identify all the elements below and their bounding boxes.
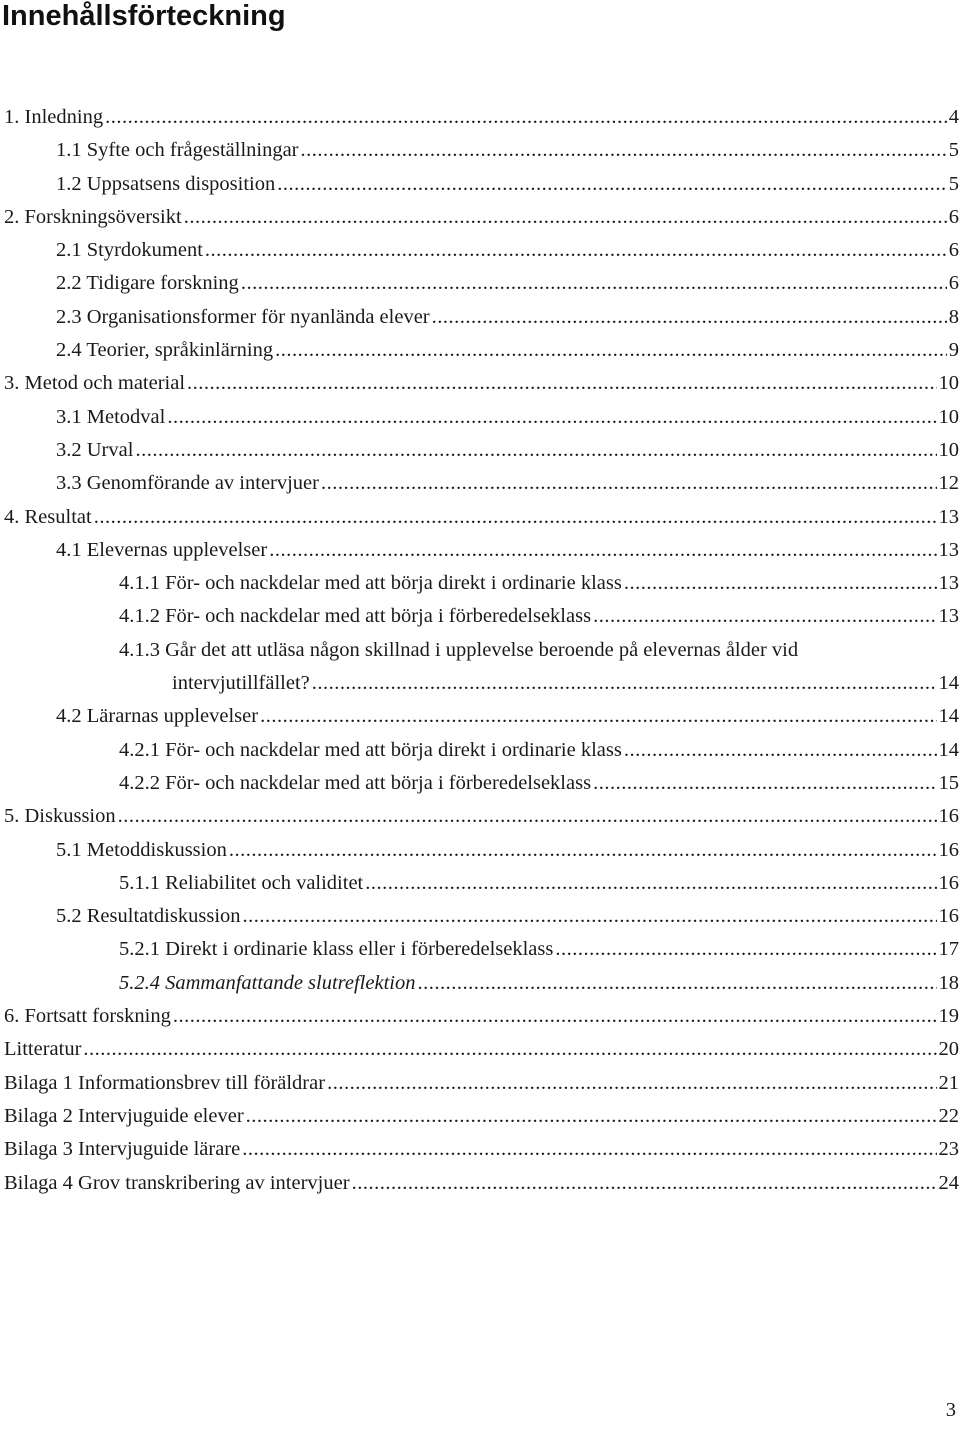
dot-leader — [593, 600, 936, 633]
dot-leader — [417, 967, 936, 1000]
toc-entry-page: 10 — [938, 372, 959, 395]
toc-entry-label: 3.2 Urval — [56, 438, 134, 461]
page-number: 3 — [945, 1399, 956, 1421]
toc-entry-label: 3. Metod och material — [4, 372, 186, 395]
page-title: Innehållsförteckning — [2, 0, 286, 32]
toc-entry-label: Bilaga 3 Intervjuguide lärare — [4, 1138, 241, 1161]
toc-entry-label: 1.2 Uppsatsens disposition — [56, 172, 276, 195]
toc-entry-genomforande[interactable] — [4, 467, 959, 500]
toc-entry-bilaga-4[interactable] — [4, 1167, 959, 1200]
toc-entry-4-2-2[interactable] — [4, 767, 959, 800]
toc-entry-page: 5 — [948, 139, 959, 162]
dot-leader — [321, 467, 937, 500]
toc-entry-elevernas-upplevelser[interactable] — [4, 534, 959, 567]
dot-leader — [312, 667, 937, 700]
toc-entry-label: 5.1.1 Reliabilitet och validitet — [119, 871, 364, 894]
toc-entry-page: 5 — [948, 172, 959, 195]
toc-entry-label-continued: intervjutillfället? — [172, 672, 310, 695]
toc-entry-disposition[interactable] — [4, 168, 959, 201]
toc-entry-label: 2.4 Teorier, språkinlärning — [56, 339, 274, 362]
toc-entry-fortsatt-forskning[interactable] — [4, 1000, 959, 1033]
toc-entry-page: 6 — [948, 205, 959, 228]
toc-entry-5-2-4[interactable] — [4, 967, 959, 1000]
dot-leader — [184, 201, 947, 234]
dot-leader — [83, 1033, 936, 1066]
toc-entry-label: 1.1 Syfte och frågeställningar — [56, 139, 299, 162]
toc-entry-label: 4.1 Elevernas upplevelser — [56, 538, 268, 561]
toc-entry-bilaga-2[interactable] — [4, 1100, 959, 1133]
dot-leader — [624, 734, 937, 767]
dot-leader — [243, 900, 937, 933]
toc-entry-page: 13 — [938, 572, 959, 595]
toc-entry-label: 1. Inledning — [4, 106, 104, 128]
dot-leader — [118, 800, 937, 833]
dot-leader — [246, 1100, 937, 1133]
toc-entry-page: 10 — [938, 405, 959, 428]
toc-entry-organisationsformer[interactable] — [4, 301, 959, 334]
toc-entry-page: 24 — [938, 1171, 959, 1194]
toc-entry-label: 5.2.4 Sammanfattande slutreflektion — [119, 971, 416, 994]
toc-entry-resultatdiskussion[interactable] — [4, 900, 959, 933]
dot-leader — [269, 534, 936, 567]
toc-entry-metod[interactable] — [4, 367, 959, 400]
toc-entry-page: 16 — [938, 805, 959, 828]
dot-leader — [275, 334, 947, 367]
toc-entry-page: 16 — [938, 838, 959, 861]
toc-entry-4-1-1[interactable] — [4, 567, 959, 600]
toc-entry-diskussion[interactable] — [4, 800, 959, 833]
toc-entry-label: 4.2.1 För- och nackdelar med att börja direkt i ordinarie klass — [119, 738, 622, 761]
toc-entry-label: Litteratur — [4, 1038, 82, 1061]
toc-entry-5-1-1[interactable] — [4, 867, 959, 900]
toc-entry-page: 4 — [948, 106, 959, 128]
toc-entry-label: 4.2.2 För- och nackdelar med att börja i förberedelseklass — [119, 771, 592, 794]
toc-entry-label: 6. Fortsatt forskning — [4, 1005, 171, 1028]
toc-entry-page: 16 — [938, 905, 959, 928]
toc-entry-page: 18 — [938, 971, 959, 994]
toc-entry-5-2-1[interactable] — [4, 933, 959, 966]
dot-leader — [352, 1167, 937, 1200]
toc-entry-label: Bilaga 2 Intervjuguide elever — [4, 1104, 244, 1127]
toc-entry-forskningsoversikt[interactable] — [4, 201, 959, 234]
toc-entry-bilaga-1[interactable] — [4, 1067, 959, 1100]
toc-entry-inledning[interactable] — [4, 101, 959, 134]
toc-entry-label: 4.1.1 För- och nackdelar med att börja direkt i ordinarie klass — [119, 572, 622, 595]
toc-entry-styrdokument[interactable] — [4, 234, 959, 267]
toc-entry-page: 14 — [938, 672, 959, 695]
toc-entry-page: 9 — [948, 339, 959, 362]
toc-entry-page: 13 — [938, 605, 959, 628]
toc-entry-page: 15 — [938, 771, 959, 794]
toc-entry-label: Bilaga 4 Grov transkribering av intervjuer — [4, 1171, 350, 1194]
toc-entry-label: 2.2 Tidigare forskning — [56, 272, 239, 295]
dot-leader — [94, 501, 937, 534]
toc-entry-page: 16 — [938, 871, 959, 894]
dot-leader — [205, 234, 947, 267]
toc-entry-page: 14 — [938, 738, 959, 761]
dot-leader — [241, 267, 947, 300]
toc-entry-page: 13 — [938, 538, 959, 561]
dot-leader — [167, 401, 936, 434]
toc-entry-page: 8 — [948, 305, 959, 328]
toc-entry-page: 10 — [938, 438, 959, 461]
toc-entry-label: 5.1 Metoddiskussion — [56, 838, 227, 861]
toc-entry-syfte[interactable] — [4, 134, 959, 167]
toc-entry-page: 14 — [938, 705, 959, 728]
dot-leader — [555, 933, 936, 966]
dot-leader — [135, 434, 936, 467]
toc-entry-page: 21 — [938, 1071, 959, 1094]
dot-leader — [173, 1000, 937, 1033]
dot-leader — [624, 567, 937, 600]
toc-entry-label: 4. Resultat — [4, 505, 92, 528]
toc-entry-page: 19 — [938, 1005, 959, 1028]
toc-entry-label: 3.3 Genomförande av intervjuer — [56, 472, 319, 495]
dot-leader — [593, 767, 936, 800]
toc-entry-label: Bilaga 1 Informationsbrev till föräldrar — [4, 1071, 326, 1094]
toc-entry-label: 4.1.3 Går det att utläsa någon skillnad i upplevelse beroende på elevernas ålder vid — [119, 638, 799, 661]
toc-entry-label: 2.1 Styrdokument — [56, 239, 203, 262]
dot-leader — [187, 367, 936, 400]
toc-entry-page: 13 — [938, 505, 959, 528]
toc-entry-page: 20 — [938, 1038, 959, 1061]
toc-entry-label: 2.3 Organisationsformer för nyanlända elever — [56, 305, 430, 328]
toc-entry-4-2-1[interactable] — [4, 734, 959, 767]
dot-leader — [242, 1133, 936, 1166]
toc-entry-page: 17 — [938, 938, 959, 961]
toc-entry-label: 2. Forskningsöversikt — [4, 205, 182, 228]
toc-entry-page: 22 — [938, 1104, 959, 1127]
toc-entry-label: 4.1.2 För- och nackdelar med att börja i förberedelseklass — [119, 605, 592, 628]
dot-leader — [365, 867, 936, 900]
toc-entry-label: 3.1 Metodval — [56, 405, 166, 428]
toc-entry-4-1-3-continued[interactable] — [4, 667, 959, 700]
toc-entry-teorier[interactable] — [4, 334, 959, 367]
toc-entry-4-1-2[interactable] — [4, 600, 959, 633]
dot-leader — [105, 101, 947, 134]
toc-entry-label: 5. Diskussion — [4, 805, 116, 828]
toc-entry-tidigare-forskning[interactable] — [4, 267, 959, 300]
toc-entry-page: 6 — [948, 272, 959, 295]
toc-entry-label: 5.2 Resultatdiskussion — [56, 905, 241, 928]
toc-entry-label: 4.2 Lärarnas upplevelser — [56, 705, 259, 728]
dot-leader — [260, 700, 936, 733]
dot-leader — [229, 834, 937, 867]
toc-entry-urval[interactable] — [4, 434, 959, 467]
toc-entry-resultat[interactable] — [4, 501, 959, 534]
toc-entry-lararnas-upplevelser[interactable] — [4, 700, 959, 733]
toc-entry-litteratur[interactable] — [4, 1033, 959, 1066]
toc-entry-page: 6 — [948, 239, 959, 262]
dot-leader — [327, 1067, 936, 1100]
toc-entry-metodval[interactable] — [4, 401, 959, 434]
dot-leader — [301, 134, 947, 167]
toc-entry-bilaga-3[interactable] — [4, 1133, 959, 1166]
toc-entry-page: 12 — [938, 472, 959, 495]
toc-entry-4-1-3[interactable] — [4, 634, 959, 667]
dot-leader — [432, 301, 947, 334]
table-of-contents — [4, 101, 959, 1200]
toc-entry-page: 23 — [938, 1138, 959, 1161]
toc-entry-metoddiskussion[interactable] — [4, 834, 959, 867]
toc-entry-label: 5.2.1 Direkt i ordinarie klass eller i förberedelseklass — [119, 938, 554, 961]
dot-leader — [277, 168, 947, 201]
